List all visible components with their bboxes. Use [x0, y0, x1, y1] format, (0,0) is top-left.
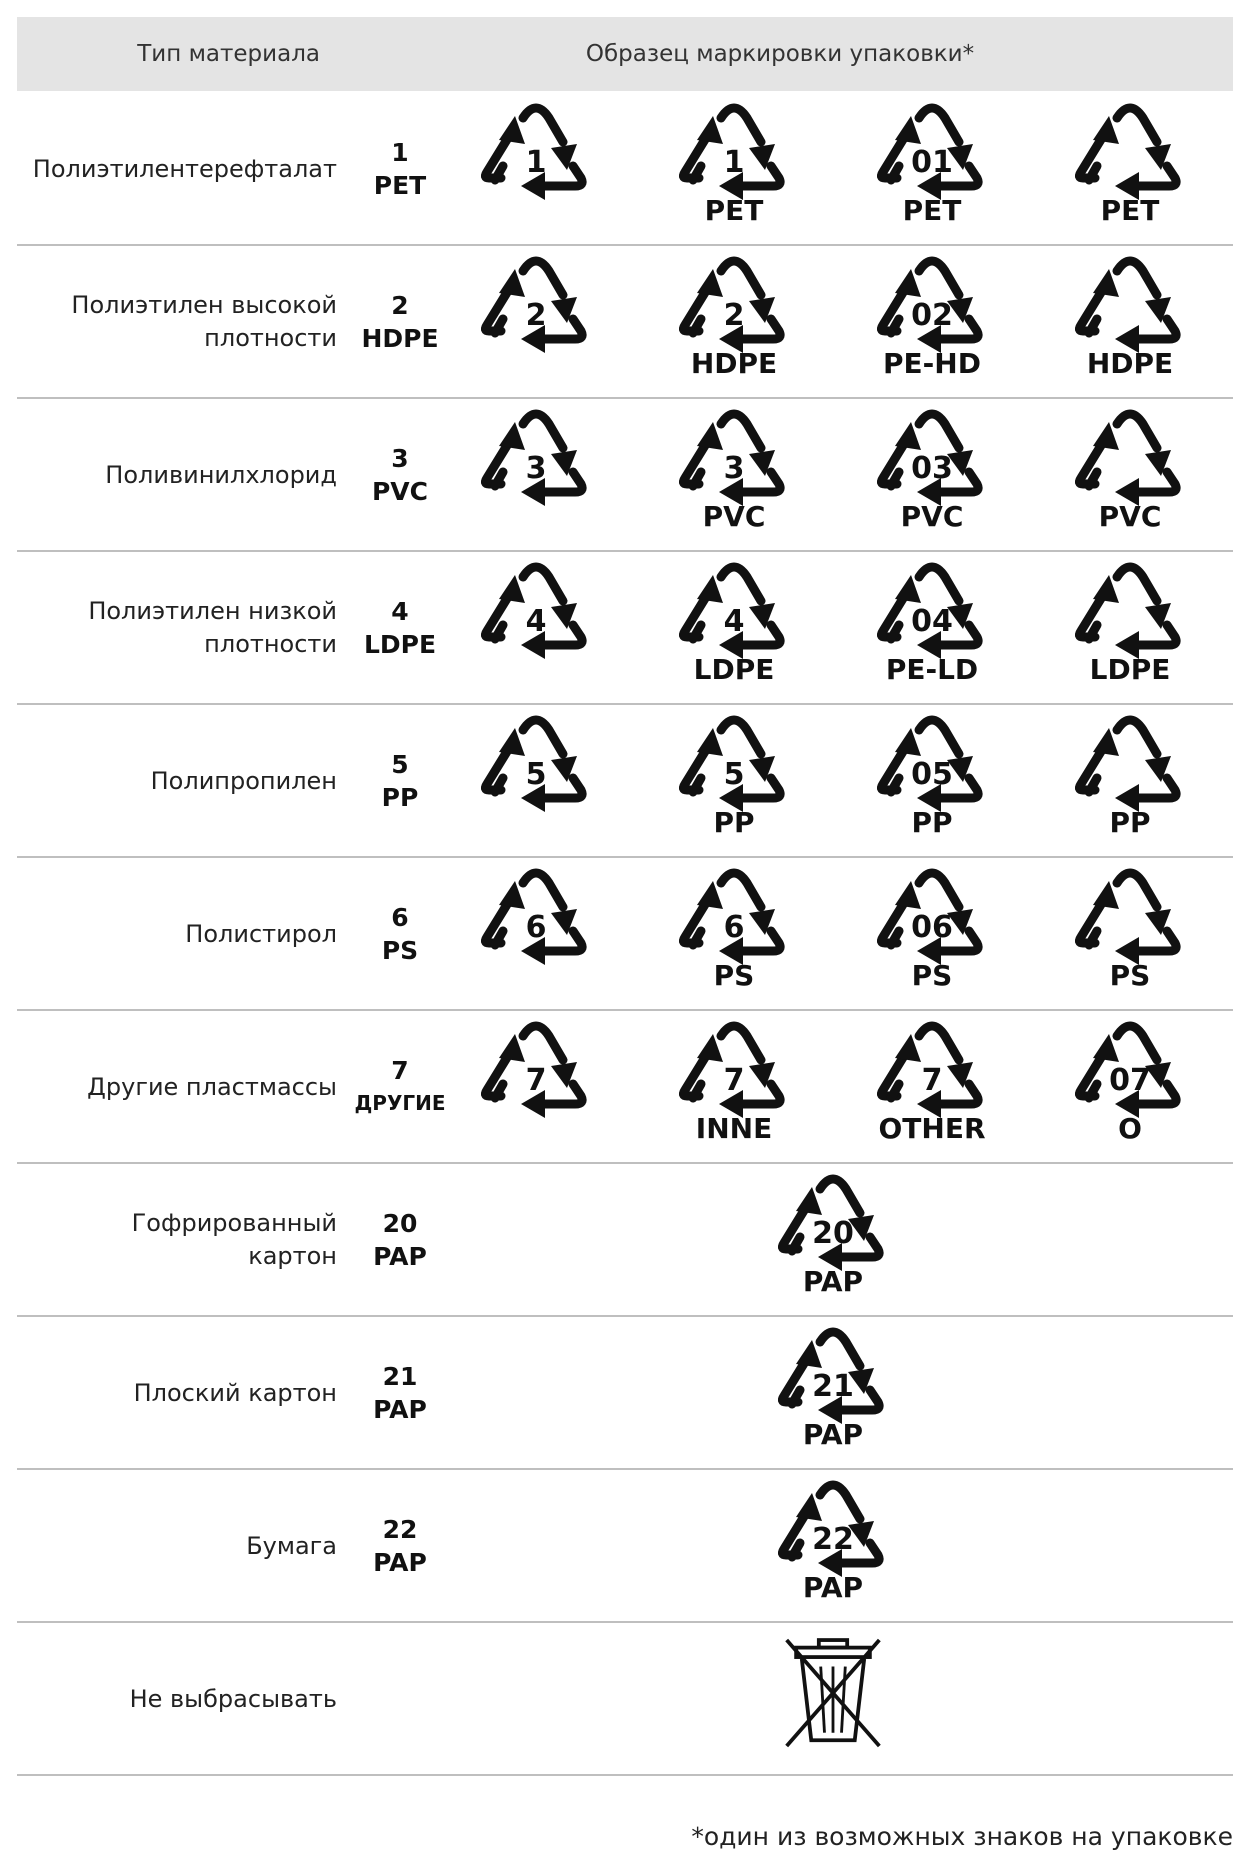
recycle-triangle-icon	[481, 865, 591, 975]
material-name-line: картон	[248, 1242, 337, 1270]
symbol-number: 3	[723, 451, 745, 486]
symbol-label: OTHER	[878, 1112, 986, 1145]
material-code	[335, 1010, 465, 1164]
material-name	[37, 704, 337, 858]
table-row	[17, 1622, 1233, 1776]
symbol-label: PET	[1100, 194, 1160, 227]
code-abbreviation: ДРУГИЕ	[354, 1091, 446, 1115]
header-marking-sample: Образец маркировки упаковки*	[585, 41, 975, 67]
material-name-line: Полиэтилен низкой	[88, 597, 337, 625]
symbol-number: 03	[911, 451, 953, 486]
material-code	[335, 857, 465, 1011]
symbol-number: 1	[525, 145, 547, 180]
material-name	[37, 551, 337, 705]
symbol-number: 3	[525, 451, 547, 486]
code-abbreviation: PAP	[373, 1242, 427, 1271]
symbol-label: PE-HD	[883, 347, 981, 380]
symbol-label: PS	[1109, 959, 1151, 992]
symbol-label: HDPE	[690, 347, 778, 380]
symbol-number: 21	[812, 1369, 854, 1404]
symbol-number: 05	[911, 757, 953, 792]
symbol-number: 1	[723, 145, 745, 180]
symbol-number: 2	[525, 298, 547, 333]
code-number: 3	[391, 444, 409, 473]
recycling-symbol	[481, 100, 591, 210]
recycling-symbol	[481, 712, 591, 822]
material-name	[37, 857, 337, 1011]
symbol-label: PAP	[802, 1571, 864, 1604]
material-name-line: Плоский картон	[133, 1378, 337, 1407]
symbol-label: PVC	[1098, 500, 1162, 533]
material-name	[37, 1622, 337, 1776]
material-code	[335, 1622, 465, 1776]
symbol-label: PP	[911, 806, 953, 839]
code-number: 20	[382, 1209, 418, 1238]
code-abbreviation: HDPE	[361, 324, 439, 353]
code-number: 4	[391, 597, 409, 626]
code-number: 7	[391, 1056, 409, 1085]
material-name	[37, 245, 337, 399]
symbol-label: PET	[902, 194, 962, 227]
recycle-triangle-icon	[481, 100, 591, 210]
symbol-number: 5	[723, 757, 745, 792]
recycling-symbol	[481, 1018, 591, 1128]
material-name-line: Гофрированный	[131, 1209, 337, 1237]
code-abbreviation: PVC	[371, 477, 429, 506]
code-number: 5	[391, 750, 409, 779]
recycling-symbol	[481, 559, 591, 669]
table-row	[17, 1163, 1233, 1317]
code-abbreviation: PS	[381, 936, 419, 965]
code-number: 1	[391, 138, 409, 167]
material-code	[335, 92, 465, 246]
symbol-label: PVC	[702, 500, 766, 533]
row-divider	[17, 1774, 1233, 1776]
material-name-line: плотности	[204, 630, 337, 658]
symbol-number: 6	[723, 910, 745, 945]
symbol-number: 4	[723, 604, 745, 639]
recycle-triangle-icon	[481, 559, 591, 669]
material-name-line: Полиэтилен высокой	[71, 291, 337, 319]
material-name-line: плотности	[204, 324, 337, 352]
code-abbreviation: PET	[373, 171, 427, 200]
material-name	[37, 1316, 337, 1470]
material-name-line: Полиэтилентерефталат	[32, 154, 337, 183]
material-code	[335, 1163, 465, 1317]
symbol-label: HDPE	[1086, 347, 1174, 380]
symbol-number: 7	[723, 1063, 745, 1098]
footnote: *один из возможных знаков на упаковке	[691, 1822, 1233, 1851]
material-code	[335, 551, 465, 705]
material-name-line: Бумага	[246, 1531, 337, 1560]
symbol-number: 22	[812, 1522, 854, 1557]
symbol-label: INNE	[695, 1112, 773, 1145]
code-abbreviation: PP	[381, 783, 419, 812]
symbol-number: 02	[911, 298, 953, 333]
symbol-label: PS	[713, 959, 755, 992]
recycling-symbol	[481, 253, 591, 363]
symbol-label: PP	[1109, 806, 1151, 839]
symbol-label: LDPE	[693, 653, 775, 686]
recycle-triangle-icon	[481, 712, 591, 822]
symbol-number: 7	[921, 1063, 943, 1098]
material-code	[335, 398, 465, 552]
recycling-symbol	[481, 406, 591, 516]
material-name-line: Полистирол	[185, 919, 337, 948]
code-abbreviation: PAP	[373, 1395, 427, 1424]
code-abbreviation: PAP	[373, 1548, 427, 1577]
symbol-label: PP	[713, 806, 755, 839]
symbol-number: 7	[525, 1063, 547, 1098]
material-name-line: Полипропилен	[150, 766, 337, 795]
header-material-type: Тип материала	[137, 41, 320, 67]
material-code	[335, 1316, 465, 1470]
symbol-label: O	[1118, 1112, 1142, 1145]
material-code	[335, 1469, 465, 1623]
code-number: 21	[382, 1362, 418, 1391]
material-name	[37, 1010, 337, 1164]
material-name	[32, 92, 337, 246]
recycle-triangle-icon	[481, 1018, 591, 1128]
material-name-line: Поливинилхлорид	[105, 460, 337, 489]
symbol-number: 07	[1109, 1063, 1151, 1098]
table-row	[17, 1469, 1233, 1623]
material-code	[335, 245, 465, 399]
code-number: 22	[382, 1515, 418, 1544]
symbol-label: PE-LD	[885, 653, 979, 686]
material-name	[37, 1469, 337, 1623]
recycle-triangle-icon	[481, 253, 591, 363]
material-name	[37, 1163, 337, 1317]
symbol-label: PET	[704, 194, 764, 227]
symbol-number: 20	[812, 1216, 854, 1251]
symbol-number: 06	[911, 910, 953, 945]
crossed-out-trash-bin-icon	[781, 1636, 885, 1750]
recycle-triangle-icon	[481, 406, 591, 516]
symbol-label: PS	[911, 959, 953, 992]
recycling-symbol	[481, 865, 591, 975]
material-name-line: Другие пластмассы	[87, 1072, 337, 1101]
symbol-number: 5	[525, 757, 547, 792]
symbol-number: 4	[525, 604, 547, 639]
symbol-label: PAP	[802, 1418, 864, 1451]
symbol-number: 2	[723, 298, 745, 333]
code-abbreviation: LDPE	[363, 630, 437, 659]
code-number: 2	[391, 291, 409, 320]
symbol-number: 6	[525, 910, 547, 945]
symbol-number: 01	[911, 145, 953, 180]
table-row	[17, 1316, 1233, 1470]
code-number: 6	[391, 903, 409, 932]
material-name-line: Не выбрасывать	[129, 1684, 337, 1713]
symbol-label: LDPE	[1089, 653, 1171, 686]
material-code	[335, 704, 465, 858]
symbol-number: 04	[911, 604, 953, 639]
material-name	[37, 398, 337, 552]
symbol-label: PVC	[900, 500, 964, 533]
symbol-label: PAP	[802, 1265, 864, 1298]
